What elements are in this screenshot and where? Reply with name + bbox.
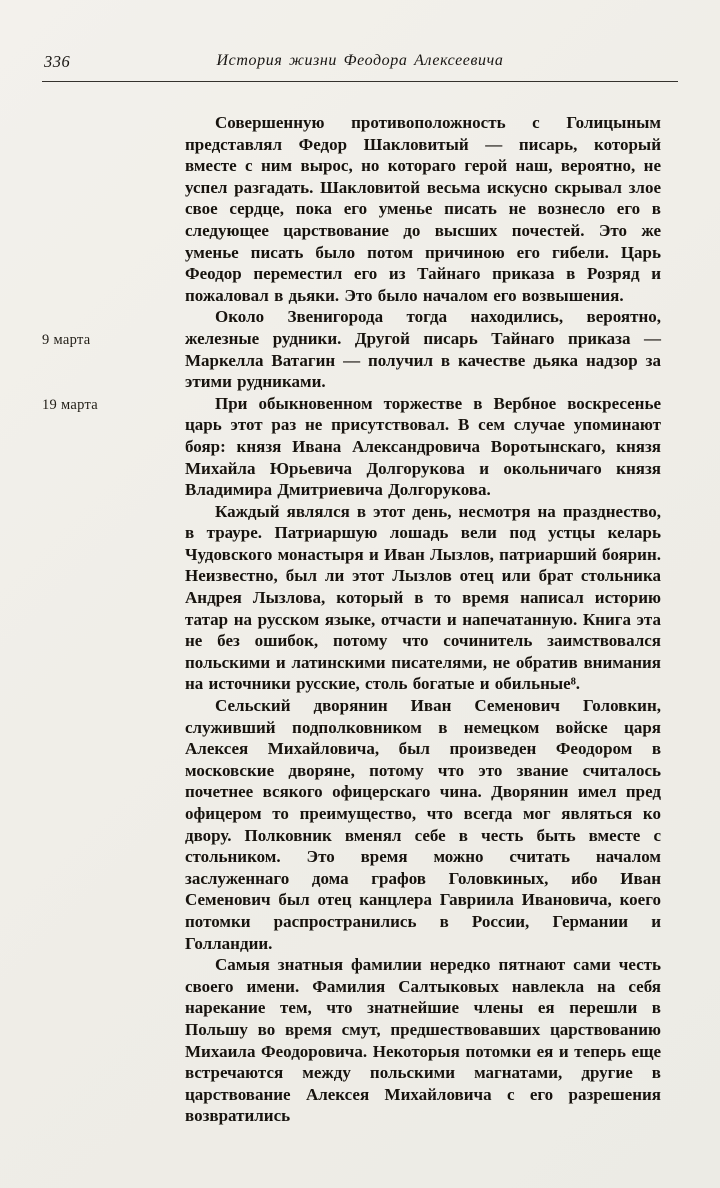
page-number: 336 [44,52,71,71]
margin-note-date-1: 9 марта [42,332,91,348]
body-text-column [185,112,661,1127]
paragraph-zvenigorod-mines: Около Звенигорода тогда находились, вероятно, железные рудники. Другой писарь Тайнаго приказа — Маркелла Ватагин — получил в качестве дьяка надзор за этими рудниками. [185,307,661,392]
header-rule [42,81,678,82]
paragraph-lyzlov: Каждый являлся в этот день, несмотря на празднество, в трауре. Патриаршую лошадь вели под устцы келарь Чудовского монастыря и Иван Лызлов, патриарший боярин. Неизвестно, был ли этот Лызлов отец или брат стольника Андрея Лызлова, который в то время написал историю татар на русском языке, отчасти и напечатанную. Книга эта не без ошибок, потому что сочинитель заимствовался польскими и латинскими писателями, не обратив внимания на источники русские, столь богатые и обильные⁸. [185,501,661,694]
margin-note-date-2: 19 марта [42,397,99,413]
paragraph-shaklovity: Совершенную противоположность с Голицыным представлял Федор Шакловитый — писарь, который вместе с ним вырос, но котораго герой наш, вероятно, не успел разгадать. Шакловитой весьма искусно скрывал злое свое сердце, пока его уменье писать не вознесло его в следующее царствование до высших почестей. Это же уменье писать было потом причиною его гибели. Царь Феодор переместил его из Тайнаго приказа в Розряд и пожаловал в дьяки. Это было началом его возвышения. [185,113,661,305]
paragraph-saltykov: Самыя знатныя фамилии нередко пятнают сами честь своего имени. Фамилия Салтыковых навлекла на себя нарекание тем, что знатнейшие члены ея перешли в Польшу во время смут, предшествовавших царствованию Михаила Феодоровича. Некоторыя потомки ея и теперь еще встречаются между польскими магнатами, другие в царствование Алексея Михайловича с его разрешения возвратились [185,955,661,1126]
paragraph-palm-sunday: При обыкновенном торжестве в Вербное воскресенье царь этот раз не присутствовал. В сем случае упоминают бояр: князя Ивана Александровича Воротынскаго, князя Михайла Юрьевича Долгорукова и окольничаго князя Владимира Дмитриевича Долгорукова. [185,393,661,500]
paragraph-golovkin: Сельский дворянин Иван Семенович Головкин, служивший подполковником в немецком войске царя Алексея Михайловича, был произведен Феодором в московские дворяне, потому что это звание считалось почетнее всякого офицерскаго чина. Дворянин имел пред офицером то преимущество, что всегда мог являться ко двору. Полковник вменял себе в честь быть вместе с стольником. Это время можно считать началом заслуженнаго дома графов Головкиных, ибо Иван Семенович был отец канцлера Гавриила Ивановича, коего потомки распространились в России, Германии и Голландии. [185,696,661,953]
running-title: История жизни Феодора Алексеевича [216,52,504,69]
page-header [42,52,678,76]
